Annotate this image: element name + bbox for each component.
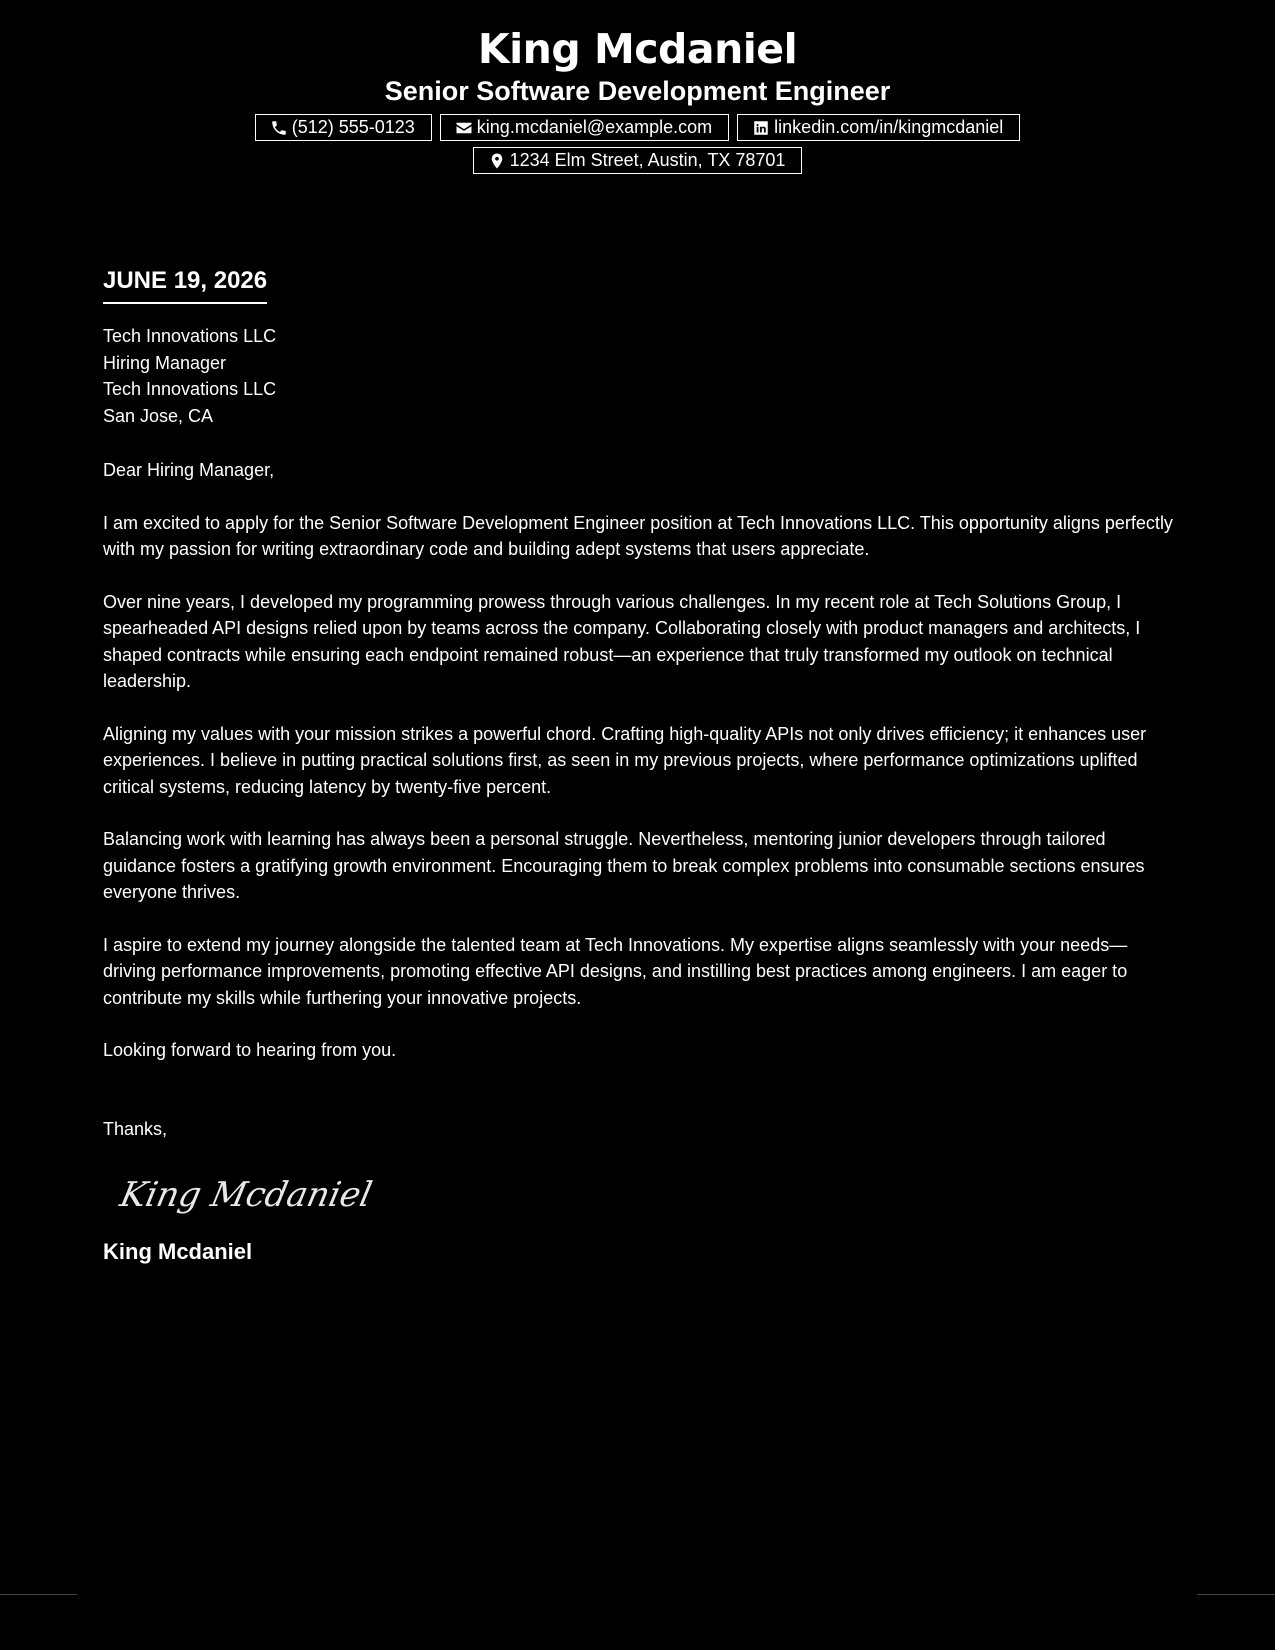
- body-paragraph: Over nine years, I developed my programming prowess through various challenges. In my recent role at Tech Solutions Group, I spearheaded API designs relied upon by teams across the company. Collaborating closely with product managers and architects, I shaped contracts while ensuring each endpoint remained robust—an experience that truly transformed my outlook on technical leadership.: [103, 591, 1141, 691]
- address-chip[interactable]: [473, 147, 803, 174]
- applicant-name: King Mcdaniel: [477, 25, 798, 73]
- recipient-line: Tech Innovations LLC: [103, 379, 277, 399]
- recipient-block: [103, 323, 1178, 429]
- body-paragraph: Balancing work with learning has always been a personal struggle. Nevertheless, mentoring junior developers through tailored guidance fosters a gratifying growth environment. Encouraging them to break complex problems into consumable sections ensures everyone thrives.: [103, 829, 1145, 902]
- letter-body: [103, 266, 1178, 1266]
- signature-image: [113, 1166, 373, 1226]
- handwritten-signature: [113, 1166, 1178, 1226]
- phone-text: (512) 555-0123: [291, 117, 415, 137]
- linkedin-icon: [752, 119, 770, 137]
- address-text: 1234 Elm Street, Austin, TX 78701: [509, 150, 786, 170]
- envelope-icon: [455, 119, 473, 137]
- body-paragraph: Aligning my values with your mission strikes a powerful chord. Crafting high-quality APIs not only drives efficiency; it enhances user experiences. I believe in putting practical solutions first, as seen in my previous projects, where performance optimizations uplifted critical systems, reducing latency by twenty-five percent.: [103, 723, 1147, 797]
- footer-rule-right: [1197, 1594, 1275, 1595]
- map-marker-icon: [488, 152, 506, 170]
- salutation: Dear Hiring Manager,: [103, 460, 275, 480]
- linkedin-text: linkedin.com/in/kingmcdaniel: [774, 117, 1004, 137]
- body-paragraph: I aspire to extend my journey alongside the talented team at Tech Innovations. My expertise aligns seamlessly with your needs—driving performance improvements, promoting effective API designs, and instilling best practices among engineers. I am eager to contribute my skills while furthering your innovative projects.: [103, 934, 1128, 1008]
- letter-date: JUNE 19, 2026: [103, 266, 267, 304]
- email-chip[interactable]: [440, 114, 729, 141]
- contact-row: [0, 114, 1275, 141]
- phone-chip[interactable]: [255, 114, 432, 141]
- contact-row-address: [0, 147, 1275, 174]
- closing-line: Looking forward to hearing from you.: [103, 1040, 397, 1060]
- signer-name: King Mcdaniel: [103, 1239, 253, 1264]
- linkedin-chip[interactable]: [737, 114, 1020, 141]
- footer-rule-left: [0, 1594, 77, 1595]
- recipient-line: San Jose, CA: [103, 405, 214, 426]
- letter-header: [0, 22, 1275, 174]
- recipient-line: Tech Innovations LLC: [103, 326, 277, 346]
- signature-glyphs: King Mcdaniel: [116, 1175, 373, 1215]
- signoff: Thanks,: [103, 1118, 168, 1139]
- email-text: king.mcdaniel@example.com: [476, 117, 713, 137]
- body-paragraph: I am excited to apply for the Senior Software Development Engineer position at Tech Innovations LLC. This opportunity aligns perfectly with my passion for writing extraordinary code and building adept systems that users appreciate.: [103, 512, 1173, 559]
- applicant-title: Senior Software Development Engineer: [384, 76, 891, 106]
- recipient-line: Hiring Manager: [103, 352, 227, 373]
- phone-icon: [270, 119, 288, 137]
